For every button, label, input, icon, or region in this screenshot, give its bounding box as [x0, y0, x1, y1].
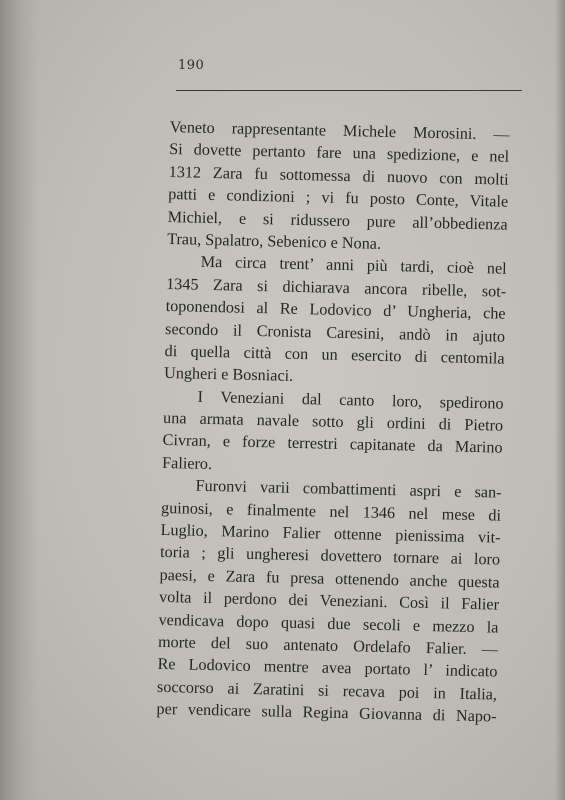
text-line: Faliero.: [161, 453, 213, 473]
text-line: vendicava dopo quasi due secoli e mezzo la: [158, 610, 499, 637]
header-rule: [176, 90, 522, 91]
binding-shadow: [0, 0, 38, 800]
paragraph: [162, 385, 518, 483]
paragraph: [156, 474, 515, 728]
text-line: Ungheri e Bosniaci.: [163, 364, 294, 386]
text-line: 1312 Zara fu sottomessa di nuovo con molti: [168, 162, 509, 189]
text-line: secondo il Cronista Caresini, andò in ajuto: [164, 319, 506, 346]
page-number: 190: [178, 58, 205, 73]
text-line: Si dovette pertanto fare una spedizione, e nel: [169, 140, 510, 167]
text-line: toponendosi al Re Lodovico d’ Ungheria, che: [165, 297, 506, 323]
text-line: 1345 Zara si dichiarava ancora ribelle, sot-: [165, 274, 507, 301]
text-line: morte del suo antenato Ordelafo Falier. —: [157, 632, 499, 659]
text-line: soccorso ai Zaratini si recava poi in Italia,: [156, 677, 498, 704]
paragraph: [167, 116, 524, 258]
text-line: Michiel, e si ridussero pure all’obbedienza: [167, 207, 508, 234]
text-line: una armata navale sotto gli ordini di Pietro: [162, 409, 504, 435]
text-line: Furonvi varii combattimenti aspri e san-: [195, 476, 502, 502]
text-line: Civran, e forze terrestri capitanate da Marino: [162, 431, 503, 458]
text-line: Veneto rappresentante Michele Morosini. —: [169, 117, 510, 144]
text-line: Ma circa trent’ anni più tardi, cioè nel: [200, 253, 507, 279]
paragraph: [164, 250, 521, 392]
text-line: paesi, e Zara fu presa ottenendo anche questa: [159, 565, 500, 592]
body-text: [156, 116, 524, 728]
page-edge-shadow: [555, 0, 565, 800]
text-line: di quella città con un esercito di centomila: [164, 341, 505, 368]
text-line: Re Lodovico mentre avea portato l’ indicato: [157, 655, 498, 681]
text-line: patti e condizioni ; vi fu posto Conte, Vitale: [168, 185, 509, 211]
text-line: Luglio, Marino Falier ottenne pienissima vit-: [160, 520, 501, 547]
text-line: volta il perdono dei Veneziani. Così il Falier: [158, 588, 500, 614]
text-line: per vendicare sulla Regina Giovanna di Napo-: [156, 700, 497, 726]
text-line: guinosi, e finalmente nel 1346 nel mese di: [160, 498, 502, 525]
text-line: toria ; gli ungheresi dovettero tornare ai loro: [159, 543, 501, 570]
text-line: Trau, Spalatro, Sebenico e Nona.: [167, 229, 382, 253]
text-line: I Veneziani dal canto loro, spedirono: [197, 387, 504, 413]
